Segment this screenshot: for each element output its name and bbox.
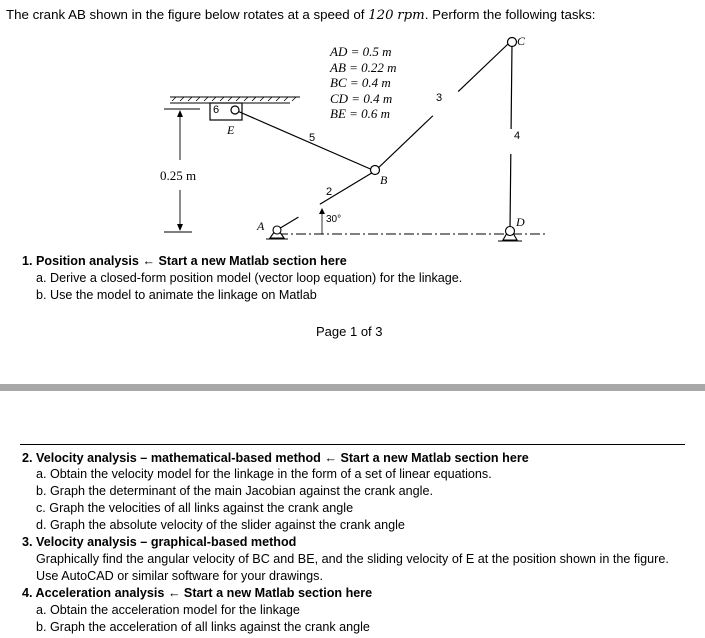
label-e: E — [227, 123, 235, 137]
intro-text-before: The crank AB shown in the figure below rotates at a speed of — [6, 7, 369, 22]
pin-e — [231, 106, 239, 114]
label-link-5: 5 — [309, 132, 316, 144]
page-number: Page 1 of 3 — [316, 324, 383, 339]
label-d: D — [516, 215, 525, 229]
height-label: 0.25 m — [160, 168, 197, 183]
given-ab: AB = 0.22 m — [330, 59, 397, 75]
link-cd — [510, 44, 512, 230]
label-link-4: 4 — [514, 130, 521, 142]
label-link-2: 2 — [326, 186, 333, 198]
pin-c — [508, 38, 517, 47]
section1-heading: 1. Position analysis ← Start a new Matlab section here — [22, 254, 347, 268]
label-link-3: 3 — [436, 92, 443, 104]
section2-item-c: c. Graph the velocities of all links against the crank angle — [36, 501, 354, 515]
label-b: B — [380, 173, 388, 187]
crank-speed: 120 — [368, 8, 394, 23]
section2-item-d: d. Graph the absolute velocity of the slider against the crank angle — [36, 518, 405, 532]
given-bc: BC = 0.4 m — [330, 75, 391, 91]
dim-arrow-top — [177, 110, 183, 117]
label-c: C — [517, 34, 526, 48]
label-a: A — [257, 219, 265, 233]
section3-body-line1: Graphically find the angular velocity of BC and BE, and the sliding velocity of E at the position shown in the figure. — [36, 552, 669, 566]
angle-arrow — [319, 208, 325, 214]
given-cd: CD = 0.4 m — [330, 90, 393, 106]
angle-label: 30° — [326, 214, 342, 225]
label-link-6: 6 — [213, 104, 220, 116]
section3-body-line2: Use AutoCAD or similar software for your drawings. — [36, 569, 323, 583]
section4-item-a: a. Obtain the acceleration model for the linkage — [36, 603, 300, 617]
page-break — [0, 384, 705, 391]
pin-b — [371, 166, 380, 175]
intro-text-after: . Perform the following tasks: — [424, 7, 596, 22]
speed-unit: rpm — [397, 8, 425, 23]
section2-item-b: b. Graph the determinant of the main Jacobian against the crank angle. — [36, 484, 433, 498]
ground-top — [170, 97, 300, 101]
ground-pivot-a — [266, 226, 288, 239]
section4-heading: 4. Acceleration analysis ← Start a new Matlab section here — [22, 586, 373, 600]
section2-heading: 2. Velocity analysis – mathematical-based method ← Start a new Matlab section here — [22, 451, 529, 465]
given-ad: AD = 0.5 m — [330, 44, 392, 59]
section3-heading: 3. Velocity analysis – graphical-based method — [22, 535, 297, 549]
section1-item-a: a. Derive a closed-form position model (vector loop equation) for the linkage. — [36, 271, 463, 285]
header-rule — [20, 444, 685, 445]
section2-item-a: a. Obtain the velocity model for the linkage in the form of a set of linear equations. — [36, 467, 492, 481]
section1-item-b: b. Use the model to animate the linkage on Matlab — [36, 288, 317, 302]
given-be: BE = 0.6 m — [330, 106, 391, 122]
dim-arrow-bottom — [177, 224, 183, 231]
given-dimensions — [330, 44, 397, 122]
section4-item-b: b. Graph the acceleration of all links against the crank angle — [36, 620, 370, 634]
